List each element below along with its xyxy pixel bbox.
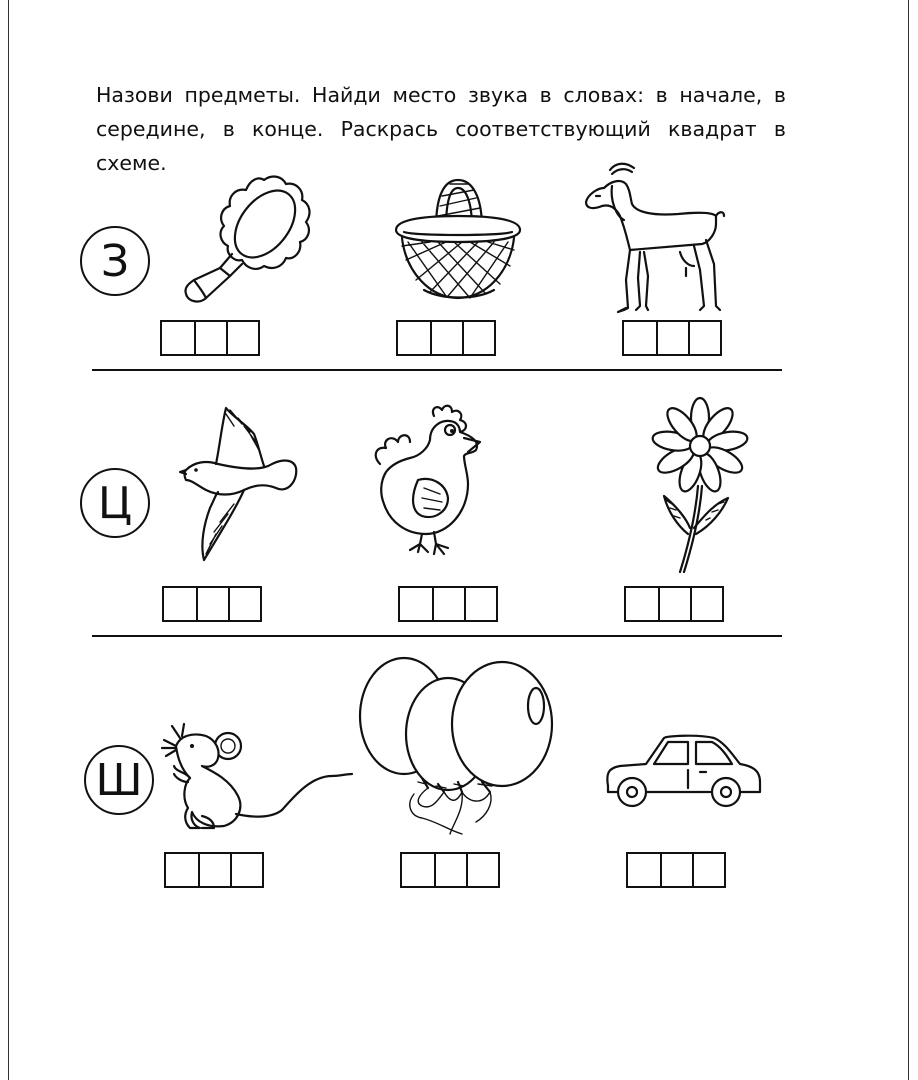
scheme-cell-start[interactable] xyxy=(164,588,196,620)
scheme-cell-end[interactable] xyxy=(464,588,496,620)
sound-scheme-sh-1[interactable] xyxy=(164,852,264,888)
scheme-cell-end[interactable] xyxy=(228,588,260,620)
mouse-icon xyxy=(162,722,354,836)
bird-icon xyxy=(180,404,300,566)
instruction-line-1: Назови предметы. Найди место звука в словах: в начале, в xyxy=(96,83,786,107)
letter-circle-z xyxy=(80,226,150,296)
scheme-cell-middle[interactable] xyxy=(434,854,466,886)
chick-icon xyxy=(372,402,512,558)
sound-scheme-sh-3[interactable] xyxy=(626,852,726,888)
scheme-cell-middle[interactable] xyxy=(656,322,688,354)
sound-scheme-sh-2[interactable] xyxy=(400,852,500,888)
scheme-cell-end[interactable] xyxy=(462,322,494,354)
scheme-cell-end[interactable] xyxy=(230,854,262,886)
page-edge-right xyxy=(908,0,909,1080)
scheme-cell-start[interactable] xyxy=(628,854,660,886)
mirror-icon xyxy=(176,172,326,312)
car-icon xyxy=(602,730,766,814)
scheme-cell-middle[interactable] xyxy=(432,588,464,620)
scheme-cell-start[interactable] xyxy=(626,588,658,620)
balloons-icon xyxy=(358,654,558,838)
scheme-cell-middle[interactable] xyxy=(660,854,692,886)
letter-circle-sh xyxy=(84,745,154,815)
page-edge-left xyxy=(8,0,9,1080)
scheme-cell-start[interactable] xyxy=(400,588,432,620)
scheme-cell-middle[interactable] xyxy=(430,322,462,354)
scheme-cell-middle[interactable] xyxy=(194,322,226,354)
scheme-cell-end[interactable] xyxy=(688,322,720,354)
letter-ts: Ц xyxy=(97,477,133,529)
sound-scheme-z-1[interactable] xyxy=(160,320,260,356)
row-divider-1 xyxy=(92,369,782,371)
scheme-cell-start[interactable] xyxy=(402,854,434,886)
scheme-cell-start[interactable] xyxy=(624,322,656,354)
scheme-cell-end[interactable] xyxy=(692,854,724,886)
scheme-cell-middle[interactable] xyxy=(196,588,228,620)
sound-scheme-ts-2[interactable] xyxy=(398,586,498,622)
sound-scheme-z-3[interactable] xyxy=(622,320,722,356)
letter-circle-ts xyxy=(80,468,150,538)
scheme-cell-end[interactable] xyxy=(690,588,722,620)
scheme-cell-end[interactable] xyxy=(226,322,258,354)
letter-z: З xyxy=(100,235,130,287)
letter-sh: Ш xyxy=(95,754,143,806)
sound-scheme-z-2[interactable] xyxy=(396,320,496,356)
scheme-cell-middle[interactable] xyxy=(198,854,230,886)
scheme-cell-end[interactable] xyxy=(466,854,498,886)
basket-icon xyxy=(390,176,530,306)
flower-icon xyxy=(648,400,758,578)
sound-scheme-ts-3[interactable] xyxy=(624,586,724,622)
sound-scheme-ts-1[interactable] xyxy=(162,586,262,622)
scheme-cell-start[interactable] xyxy=(166,854,198,886)
scheme-cell-start[interactable] xyxy=(398,322,430,354)
goat-icon xyxy=(582,160,732,316)
scheme-cell-start[interactable] xyxy=(162,322,194,354)
instruction-line-2: середине, в конце. Раскрась соответствующий квадрат в схеме. xyxy=(96,117,786,175)
scheme-cell-middle[interactable] xyxy=(658,588,690,620)
row-divider-2 xyxy=(92,635,782,637)
